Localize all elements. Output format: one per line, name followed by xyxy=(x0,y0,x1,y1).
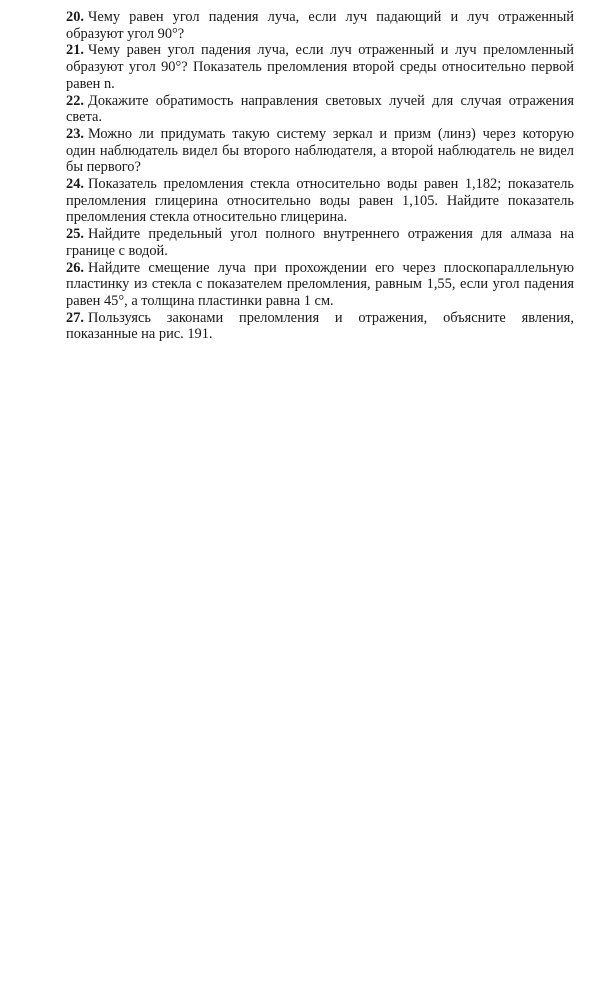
problem-text: Найдите предельный угол полного внутреннего отражения для алмаза на границе с водой. xyxy=(66,226,574,259)
problem-text: Можно ли придумать такую систему зеркал и призм (линз) через которую один наблюдатель видел бы второго наблюдателя, а второй наблюдатель не видел бы первого? xyxy=(66,125,574,176)
problem-26 xyxy=(66,260,574,310)
problem-27 xyxy=(66,310,574,343)
problem-23 xyxy=(66,126,574,176)
problem-number: 25. xyxy=(66,226,84,243)
problem-list xyxy=(66,9,574,343)
problem-text: Чему равен угол падения луча, если луч отраженный и луч преломленный образуют угол 90°? Показатель преломления второй среды относительно первой равен n. xyxy=(66,42,574,92)
problem-25 xyxy=(66,226,574,259)
problem-number: 22. xyxy=(66,92,84,109)
problem-number: 24. xyxy=(66,176,84,193)
problem-20 xyxy=(66,9,574,42)
problem-text: Чему равен угол падения луча, если луч падающий и луч отраженный образуют угол 90°? xyxy=(66,9,574,42)
problem-number: 21. xyxy=(66,42,84,59)
problem-number: 26. xyxy=(66,259,84,276)
problem-text: Пользуясь законами преломления и отражения, объясните явления, показанные на рис. 191. xyxy=(66,309,574,343)
problem-text: Найдите смещение луча при прохождении его через плоскопараллельную пластинку из стекла с показателем преломления, равным 1,55, если угол падения равен 45°, а толщина пластинки равна 1 см. xyxy=(66,259,574,309)
problem-text: Показатель преломления стекла относительно воды равен 1,182; показатель преломления глицерина относительно воды равен 1,105. Найдите показатель преломления стекла относительно глицерина. xyxy=(66,176,574,226)
problem-number: 27. xyxy=(66,309,84,326)
problem-text: Докажите обратимость направления световых лучей для случая отражения света. xyxy=(66,92,574,126)
problem-number: 23. xyxy=(66,125,84,142)
problem-24 xyxy=(66,176,574,226)
problem-21 xyxy=(66,42,574,92)
problem-22 xyxy=(66,93,574,126)
problem-number: 20. xyxy=(66,9,84,25)
